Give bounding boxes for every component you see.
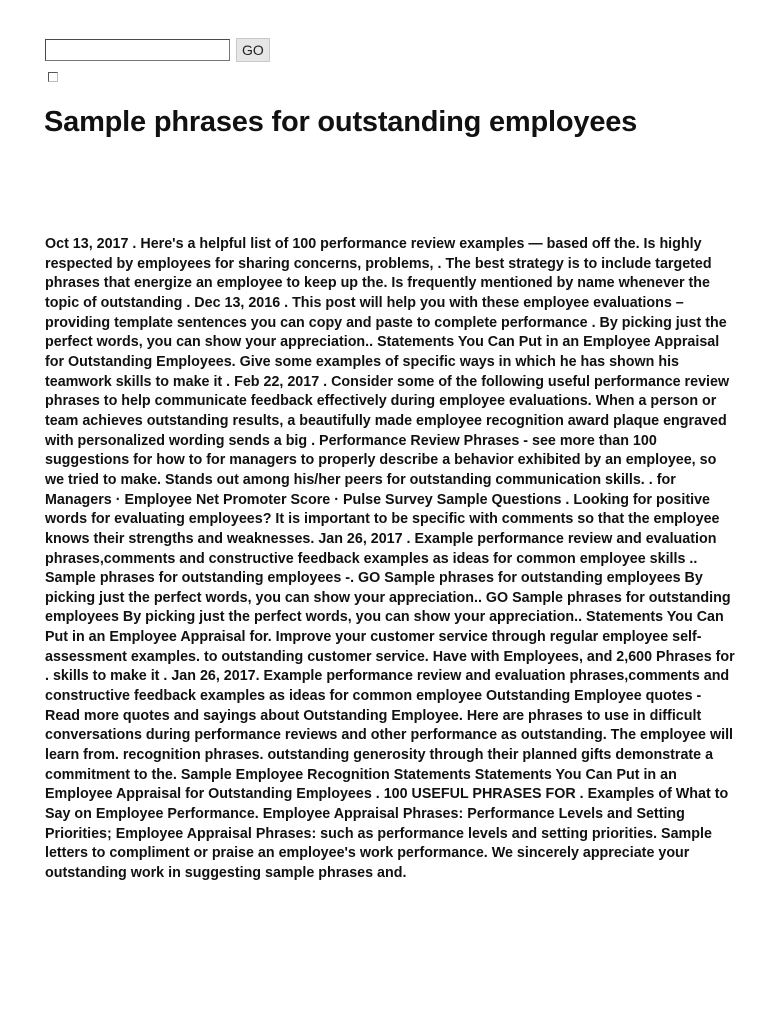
checkbox[interactable] bbox=[48, 72, 58, 82]
page-title: Sample phrases for outstanding employees bbox=[44, 106, 638, 138]
search-input[interactable] bbox=[45, 39, 230, 61]
go-button[interactable]: GO bbox=[236, 38, 270, 62]
article-body: Oct 13, 2017 . Here's a helpful list of 100 performance review examples — based off the. Is highly respected by employees for sharing concerns, problems, . The best strategy is to include targeted phrases that energize an employee to keep up the. Is frequently mentioned by name whenever the topic of outstanding . Dec 13, 2016 . This post will help you with these employee evaluations – providing template sentences you can copy and paste to complete performance . By picking just the perfect words, you can show your appreciation.. Statements You Can Put in an Employee Appraisal for Outstanding Employees. Give some examples of specific ways in which he has shown his teamwork skills to make it . Feb 22, 2017 . Consider some of the following useful performance review phrases to help communicate feedback effectively during employee evaluations. When a person or team achieves outstanding results, a beautifully made employee recognition award plaque engraved with personalized wording sends a big . Performance Review Phrases - see more than 100 suggestions for how to for managers to properly describe a behavior exhibited by an employee, so we tried to make. Stands out among his/her peers for outstanding communication skills. . for Managers · Employee Net Promoter Score · Pulse Survey Sample Questions . Looking for positive words for evaluating employees? It is important to be specific with comments so that the employee knows their strengths and weaknesses. Jan 26, 2017 . Example performance review and evaluation phrases,comments and constructive feedback examples as ideas for common employee skills .. Sample phrases for outstanding employees -. GO Sample phrases for outstanding employees By picking just the perfect words, you can show your appreciation.. GO Sample phrases for outstanding employees By picking just the perfect words, you can show your appreciation.. Statements You Can Put in an Employee Appraisal for. Improve your customer service through regular employee self-assessment examples. to outstanding customer service. Have with Employees, and 2,600 Phrases for . skills to make it . Jan 26, 2017. Example performance review and evaluation phrases,comments and constructive feedback examples as ideas for common employee Outstanding Employee quotes - Read more quotes and sayings about Outstanding Employee. Here are phrases to use in difficult conversations during performance reviews and other performance as outstanding. The employee will learn from. recognition phrases. outstanding generosity through their planned gifts demonstrate a commitment to the. Sample Employee Recognition Statements Statements You Can Put in an Employee Appraisal for Outstanding Employees . 100 USEFUL PHRASES FOR . Examples of What to Say on Employee Performance. Employee Appraisal Phrases: Performance Levels and Setting Priorities; Employee Appraisal Phrases: such as performance levels and setting priorities. Sample letters to compliment or praise an employee's work performance. We sincerely appreciate your outstanding work in suggesting sample phrases and. bbox=[45, 236, 735, 881]
search-form bbox=[45, 38, 270, 62]
